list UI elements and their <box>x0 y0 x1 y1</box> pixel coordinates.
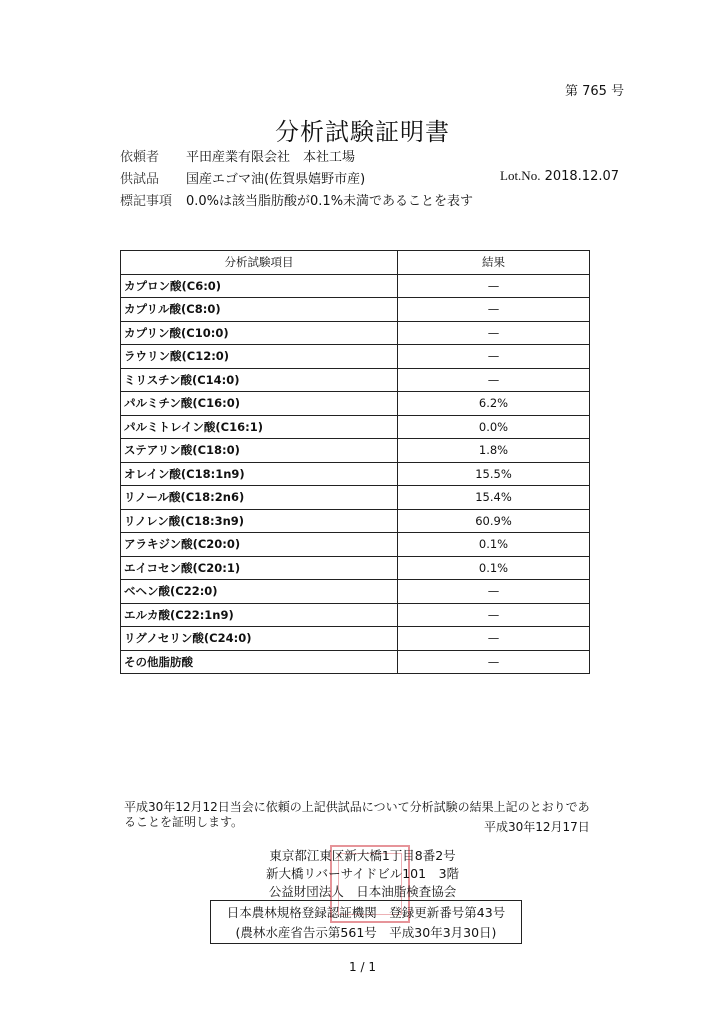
fatty-acid-name: カプロン酸(C6:0) <box>121 274 398 298</box>
fatty-acid-name: オレイン酸(C18:1n9) <box>121 462 398 486</box>
table-row <box>121 368 590 392</box>
table-row <box>121 486 590 510</box>
fatty-acid-name: パルミトレイン酸(C16:1) <box>121 415 398 439</box>
meta-label: 標記事項 <box>120 194 173 209</box>
meta-sample <box>120 168 365 187</box>
registration-line: 日本農林規格登録認証機関 登録更新番号第43号 <box>226 905 506 920</box>
meta-client <box>120 146 355 165</box>
table-header <box>121 251 590 275</box>
fatty-acid-name: カプリル酸(C8:0) <box>121 298 398 322</box>
table-row <box>121 392 590 416</box>
fatty-acid-name: ステアリン酸(C18:0) <box>121 439 398 463</box>
meta-value: 0.0%は該当脂肪酸が0.1%未満であることを表す <box>186 194 474 209</box>
registration-line: (農林水産省告示第561号 平成30年3月30日) <box>235 925 497 940</box>
serial-number: 第 765 号 <box>565 84 625 99</box>
address-line: 新大橋リバーサイドビル101 3階 <box>265 866 460 881</box>
table-row <box>121 650 590 674</box>
result-value: 1.8% <box>398 439 590 463</box>
table-row <box>121 580 590 604</box>
address-line: 東京都江東区新大橋1丁目8番2号 <box>269 848 456 863</box>
table-row <box>121 345 590 369</box>
fatty-acid-name: リノレン酸(C18:3n9) <box>121 509 398 533</box>
organization-name: 公益財団法人 日本油脂検査協会 <box>268 884 457 899</box>
result-value: 0.1% <box>398 556 590 580</box>
result-value: 15.4% <box>398 486 590 510</box>
table-row <box>121 298 590 322</box>
fatty-acid-name: エイコセン酸(C20:1) <box>121 556 398 580</box>
issue-date: 平成30年12月17日 <box>484 820 590 834</box>
table-row <box>121 462 590 486</box>
header-item: 分析試験項目 <box>121 251 398 275</box>
meta-note <box>120 190 473 209</box>
meta-label: 依頼者 <box>120 150 160 165</box>
result-value: — <box>398 345 590 369</box>
header-result: 結果 <box>398 251 590 275</box>
result-value: — <box>398 580 590 604</box>
result-value: — <box>398 650 590 674</box>
registration-box <box>210 900 522 944</box>
fatty-acid-name: パルミチン酸(C16:0) <box>121 392 398 416</box>
lot-label: Lot.No. <box>500 168 541 183</box>
fatty-acid-name: アラキジン酸(C20:0) <box>121 533 398 557</box>
table-row <box>121 533 590 557</box>
fatty-acid-name: カプリン酸(C10:0) <box>121 321 398 345</box>
table-row <box>121 415 590 439</box>
meta-value: 平田産業有限会社 本社工場 <box>186 150 356 165</box>
table-row <box>121 603 590 627</box>
table-row <box>121 627 590 651</box>
lot-value: 2018.12.07 <box>544 169 620 184</box>
results-table <box>120 250 590 674</box>
table-row <box>121 274 590 298</box>
result-value: — <box>398 298 590 322</box>
result-value: — <box>398 603 590 627</box>
document-title: 分析試験証明書 <box>275 118 450 146</box>
result-value: 0.1% <box>398 533 590 557</box>
fatty-acid-name: ラウリン酸(C12:0) <box>121 345 398 369</box>
result-value: — <box>398 368 590 392</box>
table-row <box>121 439 590 463</box>
table-row <box>121 556 590 580</box>
fatty-acid-name: ベヘン酸(C22:0) <box>121 580 398 604</box>
result-value: — <box>398 627 590 651</box>
result-value: 15.5% <box>398 462 590 486</box>
fatty-acid-name: リグノセリン酸(C24:0) <box>121 627 398 651</box>
fatty-acid-name: その他脂肪酸 <box>121 650 398 674</box>
table-row <box>121 509 590 533</box>
certification-text: 平成30年12月12日当会に依頼の上記供試品について分析試験の結果上記のとおりであることを証明します。 <box>124 800 590 829</box>
result-value: — <box>398 274 590 298</box>
lot-number <box>500 168 619 184</box>
meta-value: 国産エゴマ油(佐賀県嬉野市産) <box>186 172 366 187</box>
fatty-acid-name: リノール酸(C18:2n6) <box>121 486 398 510</box>
fatty-acid-name: ミリスチン酸(C14:0) <box>121 368 398 392</box>
fatty-acid-name: エルカ酸(C22:1n9) <box>121 603 398 627</box>
table-row <box>121 321 590 345</box>
result-value: — <box>398 321 590 345</box>
page-number: 1 / 1 <box>349 960 376 974</box>
result-value: 0.0% <box>398 415 590 439</box>
result-value: 60.9% <box>398 509 590 533</box>
result-value: 6.2% <box>398 392 590 416</box>
meta-label: 供試品 <box>120 172 160 187</box>
